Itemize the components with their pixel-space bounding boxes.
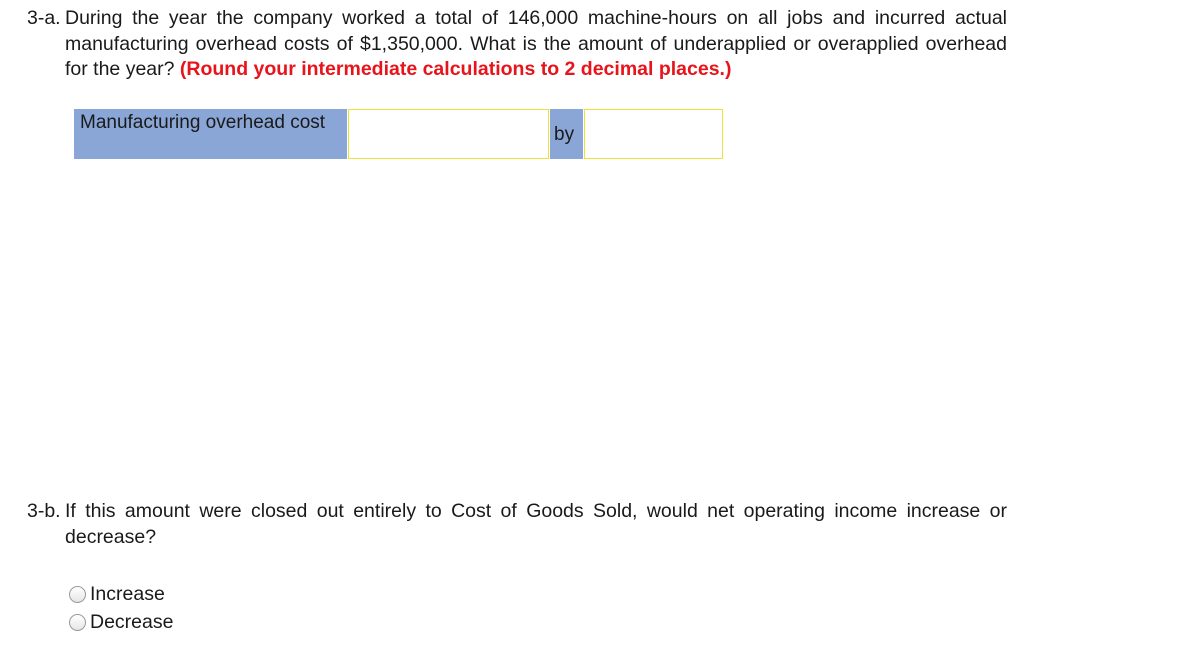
answer-options (69, 580, 173, 636)
question-3a (27, 6, 1007, 83)
question-text (65, 499, 1007, 550)
question-3b (27, 499, 1007, 550)
option-decrease[interactable] (69, 608, 173, 636)
radio-button-icon[interactable] (69, 586, 86, 603)
question-label: 3-a. (27, 7, 61, 29)
rounding-instruction: (Round your intermediate calculations to 2 decimal places.) (179, 58, 732, 80)
type-input[interactable] (585, 110, 722, 158)
amount-input[interactable] (349, 110, 548, 158)
question-label: 3-b. (27, 500, 61, 522)
answer-row (74, 109, 723, 159)
type-cell (584, 109, 723, 159)
row-label: Manufacturing overhead cost (74, 109, 347, 159)
option-label: Increase (90, 582, 165, 605)
option-label: Decrease (90, 610, 174, 633)
by-label: by (550, 109, 583, 159)
question-text (65, 6, 1007, 83)
radio-button-icon[interactable] (69, 614, 86, 631)
question-body: If this amount were closed out entirely to Cost of Goods Sold, would net operating income increase or decrease? (65, 500, 1007, 548)
amount-cell (348, 109, 549, 159)
option-increase[interactable] (69, 580, 173, 608)
question-body: During the year the company worked a total of 146,000 machine-hours on all jobs and incurred actual manufacturing overhead costs of $1,350,000. What is the amount of underapplied or overapplied overhead for the year? (65, 7, 1007, 80)
